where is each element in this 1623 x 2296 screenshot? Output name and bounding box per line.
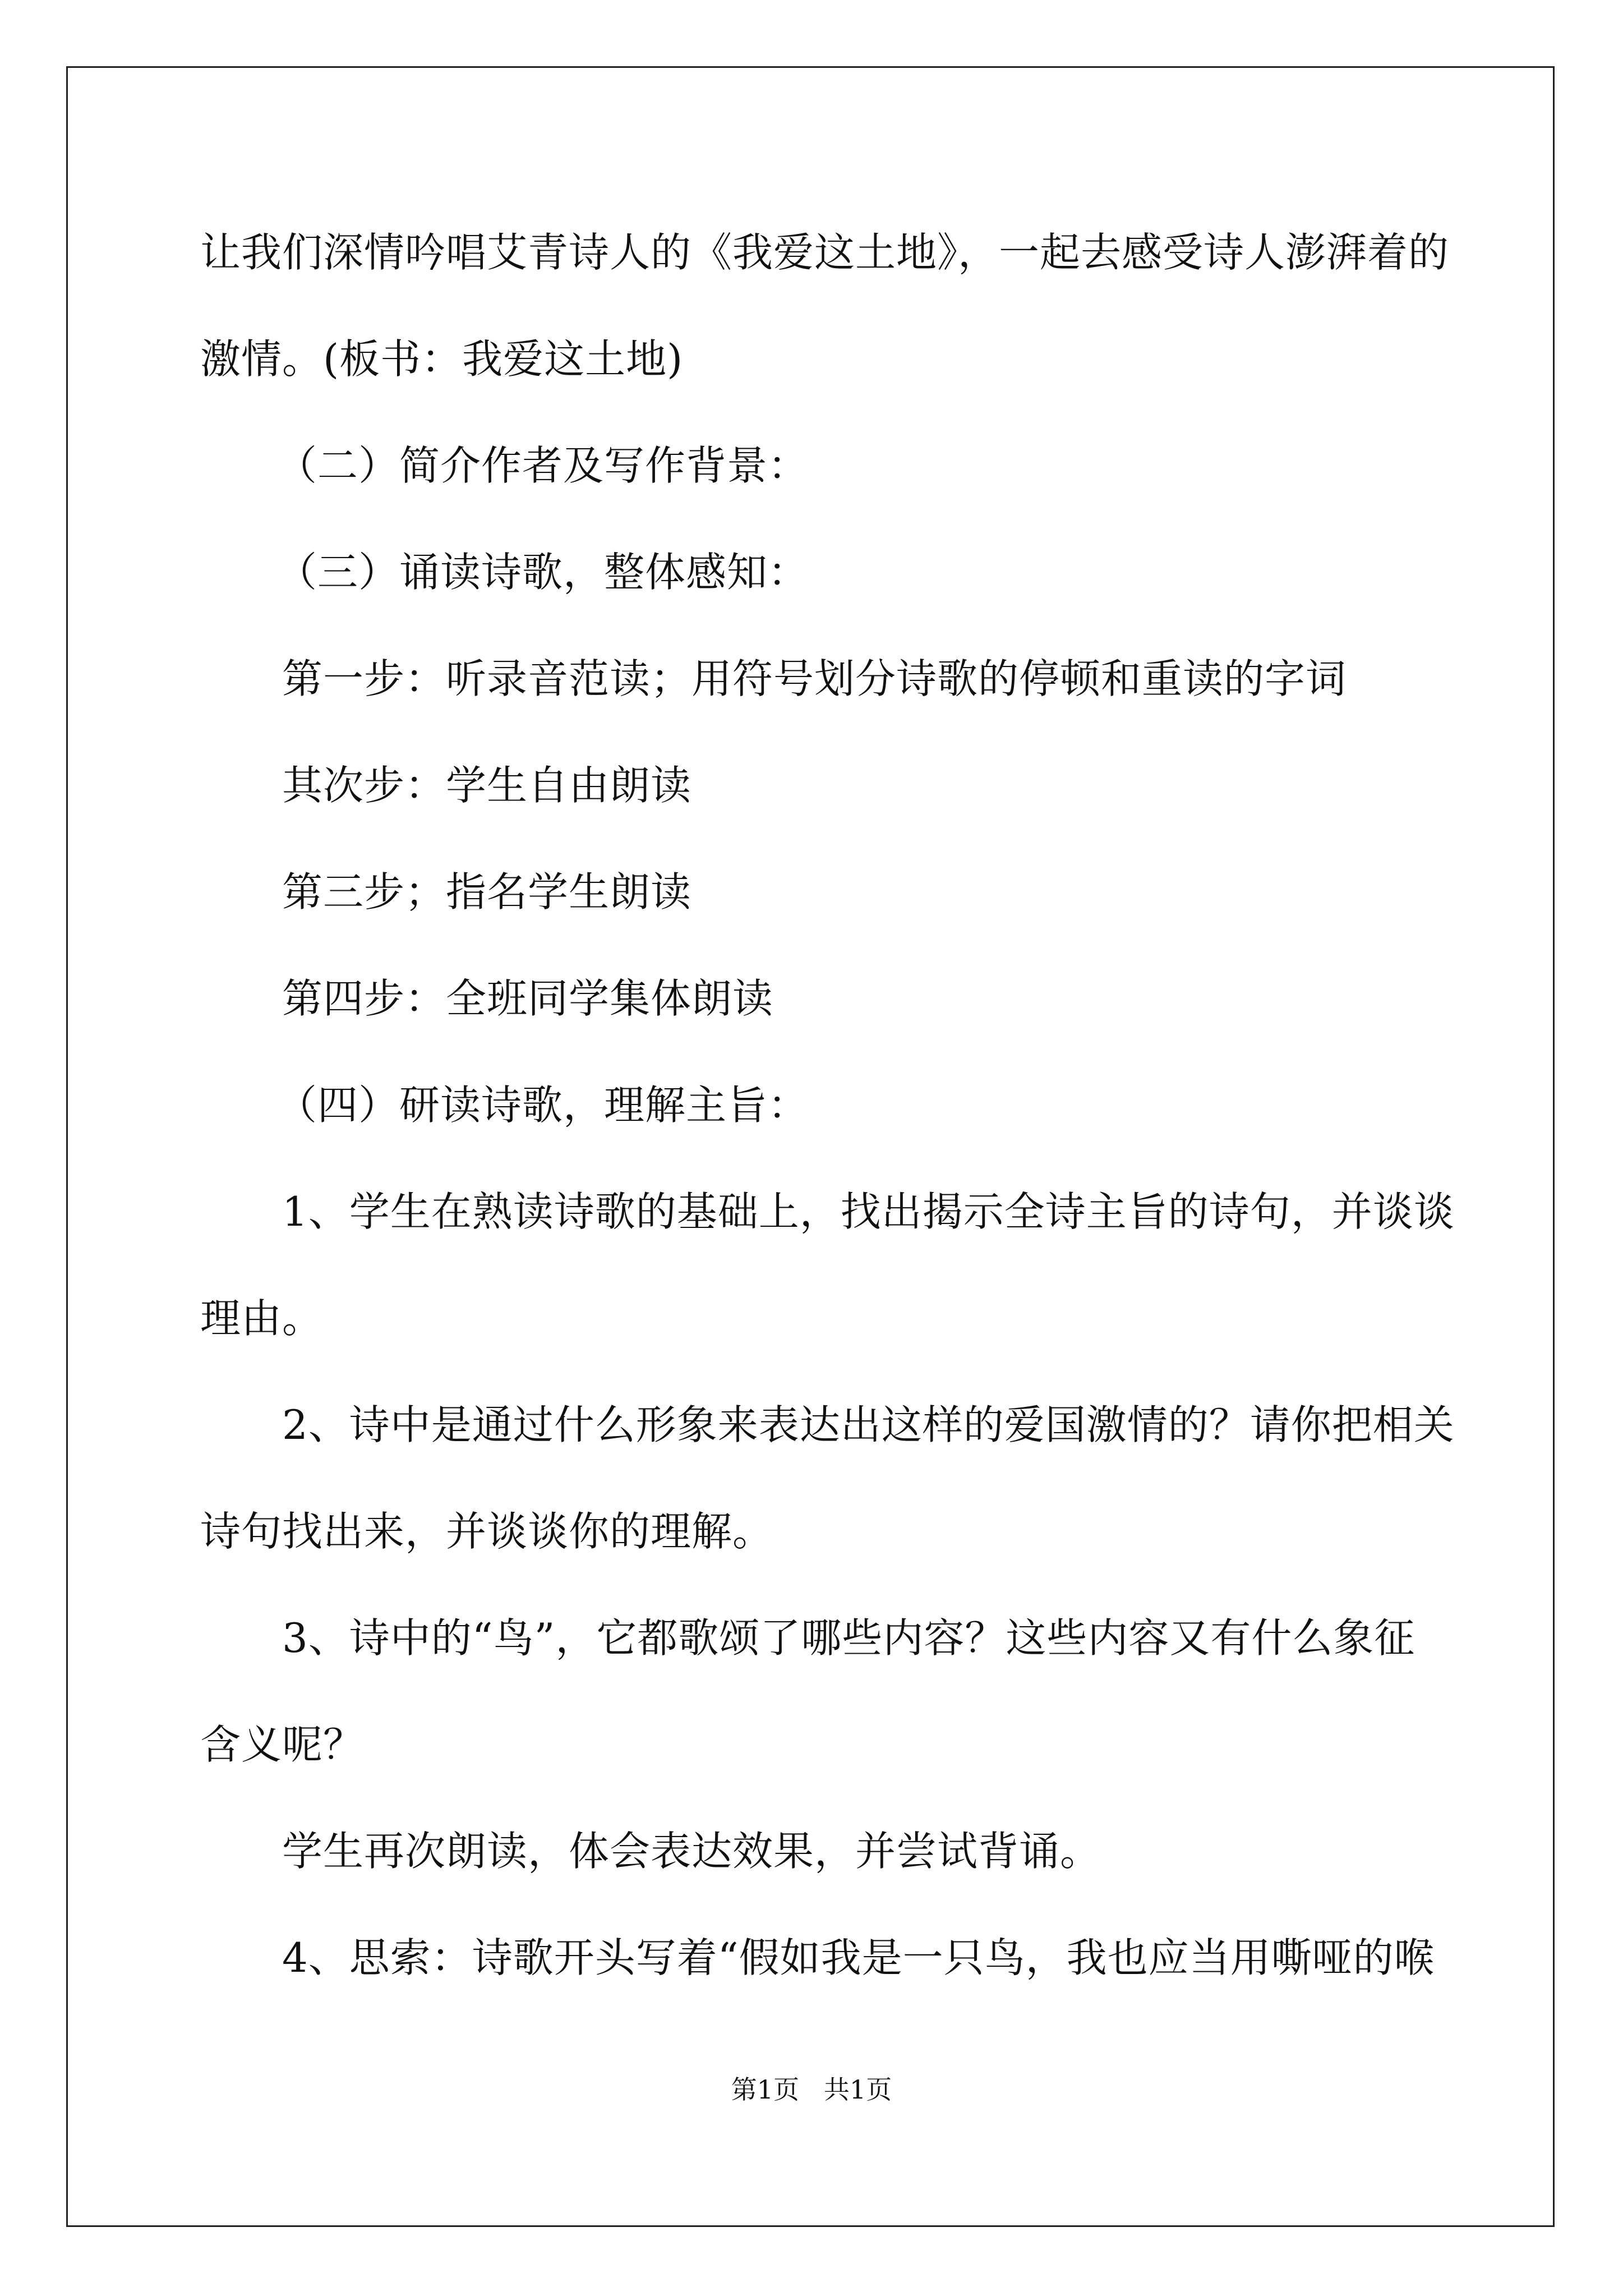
question-3-line-2: 含义呢？ bbox=[200, 1721, 365, 1768]
question-3-line-1: 3、诗中的“鸟”，它都歌颂了哪些内容？这些内容又有什么象征 bbox=[282, 1614, 1415, 1662]
page-border bbox=[66, 66, 1555, 2227]
paragraph-line-1: 让我们深情吟唱艾青诗人的《我爱这土地》，一起去感受诗人澎湃着的 bbox=[200, 229, 1450, 276]
question-1-line-2: 理由。 bbox=[200, 1295, 324, 1342]
section-heading-4: （四）研读诗歌，理解主旨： bbox=[276, 1082, 809, 1129]
question-1-line-1: 1、学生在熟读诗歌的基础上，找出揭示全诗主旨的诗句，并谈谈 bbox=[282, 1188, 1455, 1235]
page-number-footer: 第1页 共1页 bbox=[731, 2074, 892, 2105]
section-heading-3: （三）诵读诗歌，整体感知： bbox=[276, 549, 809, 596]
step-1: 第一步：听录音范读；用符号划分诗歌的停顿和重读的字词 bbox=[282, 655, 1347, 702]
step-4: 第四步：全班同学集体朗读 bbox=[282, 975, 774, 1022]
question-2-line-1: 2、诗中是通过什么形象来表达出这样的爱国激情的？请你把相关 bbox=[282, 1401, 1455, 1448]
step-3: 第三步；指名学生朗读 bbox=[282, 868, 692, 915]
question-2-line-2: 诗句找出来，并谈谈你的理解。 bbox=[200, 1508, 774, 1555]
step-2: 其次步：学生自由朗读 bbox=[282, 762, 692, 809]
question-4-line-1: 4、思索：诗歌开头写着“假如我是一只鸟，我也应当用嘶哑的喉 bbox=[282, 1934, 1435, 1981]
paragraph-line-2: 激情。(板书：我爱这土地) bbox=[200, 335, 684, 383]
recite-instruction: 学生再次朗读，体会表达效果，并尝试背诵。 bbox=[282, 1828, 1101, 1875]
section-heading-2: （二）简介作者及写作背景： bbox=[276, 442, 809, 489]
